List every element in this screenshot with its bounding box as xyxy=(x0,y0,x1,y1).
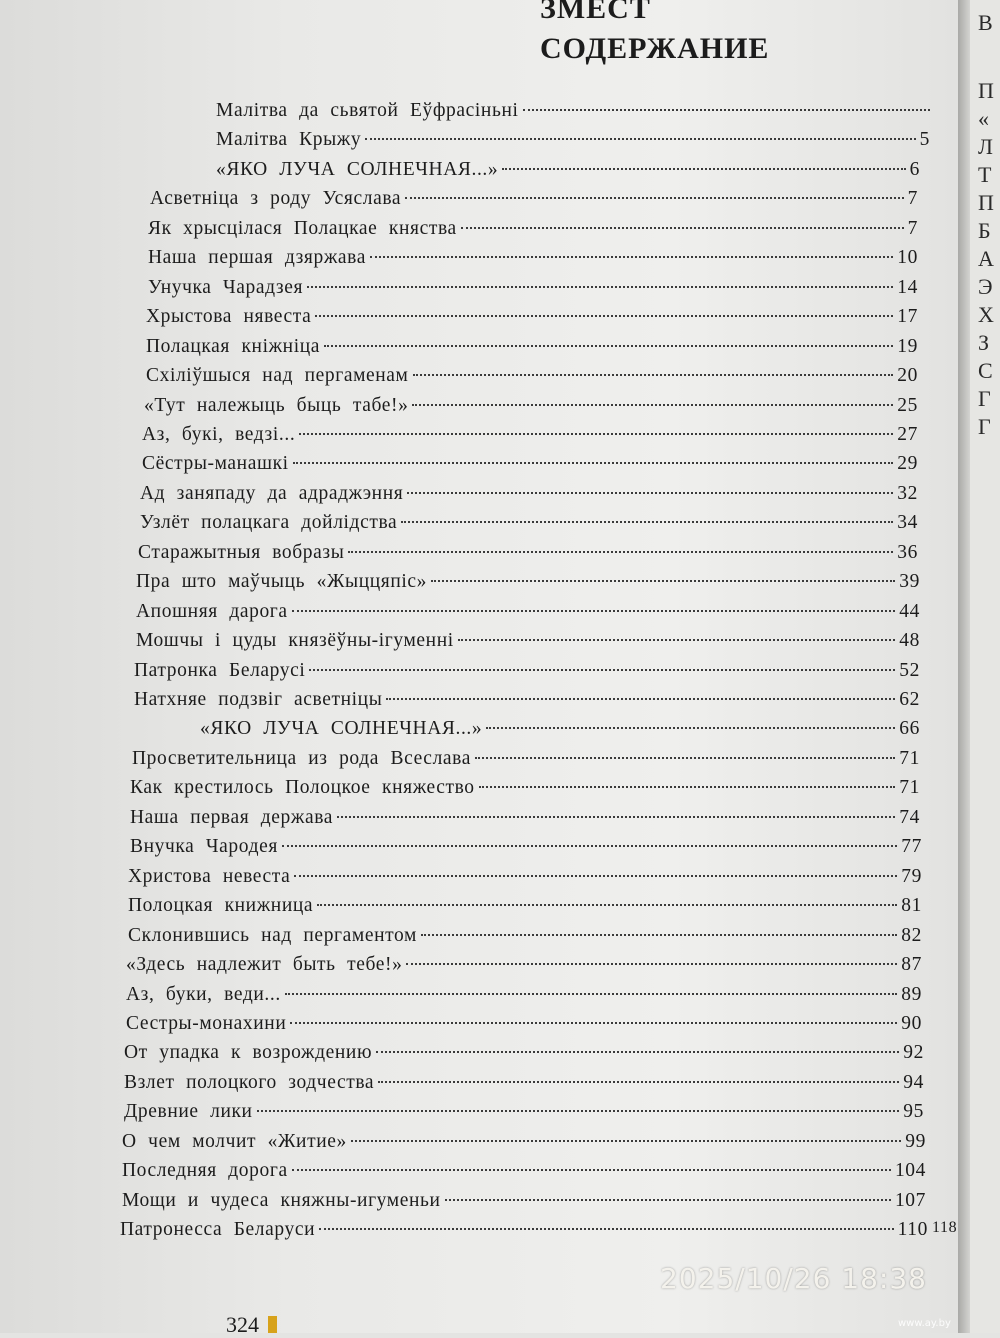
toc-entry-page-number: 71 xyxy=(899,777,920,799)
dot-leader xyxy=(479,786,896,788)
toc-entry-title: Узлёт полацкага дойлідства xyxy=(140,512,398,534)
toc-entry-title: Малітва да сьвятой Еўфрасіньні xyxy=(216,100,519,121)
toc-entry-page-number: 7 xyxy=(907,217,918,239)
dot-leader xyxy=(405,197,904,199)
toc-entry-page-number: 107 xyxy=(894,1189,926,1211)
dot-leader xyxy=(315,315,893,317)
toc-entry-title: Наша первая держава xyxy=(130,806,334,828)
dot-leader xyxy=(319,1228,894,1230)
toc-entry xyxy=(216,159,920,187)
toc-entry-page-number: 14 xyxy=(897,276,918,298)
dot-leader xyxy=(299,433,893,435)
toc-entry-page-number: 110 xyxy=(897,1219,928,1241)
dot-leader xyxy=(412,404,893,406)
adjacent-page-letter: З xyxy=(978,330,990,355)
adjacent-page-letter: Г xyxy=(978,414,991,439)
toc-entry-page-number: 79 xyxy=(901,865,922,887)
toc-entry-page-number: 99 xyxy=(905,1130,926,1152)
toc-entry-title: Пра што маўчыць «Жыццяпіс» xyxy=(136,571,428,593)
toc-entry-title: «Тут належыць быць табе!» xyxy=(144,394,409,416)
toc-entry-page-number: 20 xyxy=(897,365,918,387)
dot-leader xyxy=(337,816,895,818)
toc-entry-title: Натхняе подзвіг асветніцы xyxy=(134,689,383,710)
dot-leader xyxy=(475,757,895,759)
toc-entry-page-number: 82 xyxy=(901,924,922,946)
dot-leader xyxy=(365,138,915,140)
toc-entry-page-number: 71 xyxy=(899,747,920,769)
toc-entry-title: Просветительница из рода Всеслава xyxy=(132,747,471,769)
toc-entry-title: Аз, буки, веди... xyxy=(126,983,281,1005)
dot-leader xyxy=(406,963,897,965)
toc-entry xyxy=(126,954,922,982)
dot-leader xyxy=(309,669,895,671)
toc-entry-page-number: 27 xyxy=(897,423,918,445)
toc-entry xyxy=(146,365,918,393)
adjacent-page-letter: В xyxy=(978,10,993,35)
toc-entry-page-number: 52 xyxy=(899,659,920,681)
toc-entry-title: Полоцкая книжница xyxy=(128,895,314,917)
toc-entry xyxy=(122,1190,926,1218)
toc-entry-title: Наша першая дзяржава xyxy=(148,247,366,269)
toc-entry xyxy=(148,277,918,305)
toc-entry-title: «Здесь надлежит быть тебе!» xyxy=(126,954,403,976)
dot-leader xyxy=(461,227,904,229)
toc-entry-title: Последняя дорога xyxy=(122,1160,288,1182)
dot-leader xyxy=(292,610,896,612)
toc-entry xyxy=(128,895,922,923)
dot-leader xyxy=(317,904,897,906)
toc-trailing-page-number: 118 xyxy=(932,1219,958,1237)
dot-leader xyxy=(413,374,894,376)
toc-entry-page-number: 36 xyxy=(897,541,918,563)
toc-entry xyxy=(126,984,922,1012)
toc-entry-title: Малітва Крыжу xyxy=(216,129,362,151)
adjacent-page-letter: С xyxy=(978,358,993,383)
adjacent-page-edge xyxy=(970,0,1000,1333)
dot-leader xyxy=(421,934,897,936)
toc-entry xyxy=(140,483,918,511)
toc-entry-title: Древние лики xyxy=(124,1101,253,1123)
adjacent-page-letter: Л xyxy=(978,134,993,159)
dot-leader xyxy=(370,256,893,258)
adjacent-page-letter: Г xyxy=(978,386,991,411)
toc-entry-title: Мощи и чудеса княжны-игуменьи xyxy=(122,1189,441,1211)
dot-leader xyxy=(293,462,894,464)
toc-entry-title: Патронесса Беларуси xyxy=(120,1219,316,1241)
toc-entry-page-number: 44 xyxy=(899,600,920,622)
toc-entry-page-number: 81 xyxy=(901,895,922,917)
toc-entry-title: Схіліўшыся над пергаменам xyxy=(146,365,409,387)
toc-entry xyxy=(148,218,918,246)
dot-leader xyxy=(407,492,893,494)
toc-entry-page-number: 92 xyxy=(903,1042,924,1064)
adjacent-page-letter: Т xyxy=(978,162,992,187)
toc-entry xyxy=(134,660,920,688)
toc-entry xyxy=(120,1219,928,1247)
toc-entry-title: Асветніца з роду Усяслава xyxy=(150,188,402,210)
toc-entry xyxy=(138,542,918,570)
dot-leader xyxy=(376,1051,899,1053)
toc-entry xyxy=(146,336,918,364)
toc-entry-title: От упадка к возрождению xyxy=(124,1042,373,1064)
toc-entry-page-number: 89 xyxy=(901,983,922,1005)
toc-entry-page-number: 74 xyxy=(899,806,920,828)
toc-entry-page-number: 48 xyxy=(899,630,920,652)
toc-entry-title: О чем молчит «Житие» xyxy=(122,1130,347,1152)
toc-entry-title: Аз, букі, ведзі... xyxy=(142,423,296,445)
adjacent-page-letter: А xyxy=(978,246,994,271)
toc-entry xyxy=(124,1042,924,1070)
toc-entry-page-number: 104 xyxy=(894,1160,926,1182)
toc-entry-title: Ад заняпаду да адраджэння xyxy=(140,482,404,504)
toc-entry xyxy=(130,807,920,835)
toc-entry-title: Полацкая кніжніца xyxy=(146,335,321,357)
toc-entry-page-number: 87 xyxy=(901,954,922,976)
book-gutter xyxy=(958,0,970,1333)
toc-entry xyxy=(136,571,920,599)
toc-entry-page-number: 94 xyxy=(903,1071,924,1093)
toc-entry-page-number: 62 xyxy=(899,689,920,710)
toc-entry xyxy=(142,453,918,481)
toc-entry-title: Сестры-монахини xyxy=(126,1012,287,1034)
dot-leader xyxy=(282,845,897,847)
toc-entry-title: Взлет полоцкого зодчества xyxy=(124,1071,375,1093)
toc-entry xyxy=(130,836,922,864)
toc-entry xyxy=(122,1131,926,1159)
toc-entry xyxy=(124,1101,924,1129)
toc-entry-title: Апошняя дарога xyxy=(136,600,288,622)
toc-entry-title: Склонившись над пергаментом xyxy=(128,924,417,946)
dot-leader xyxy=(307,286,893,288)
toc-entry-title: Старажытныя вобразы xyxy=(138,541,345,563)
toc-entry-page-number: 32 xyxy=(897,482,918,504)
toc-entry-page-number: 17 xyxy=(897,306,918,328)
dot-leader xyxy=(348,551,893,553)
dot-leader xyxy=(290,1022,897,1024)
toc-entry xyxy=(132,748,920,776)
toc-entry-title: «ЯКО ЛУЧА СОЛНЕЧНАЯ...» xyxy=(200,718,483,740)
toc-entry-title: Внучка Чародея xyxy=(130,836,278,858)
toc-entry-page-number: 25 xyxy=(897,394,918,416)
toc-entry-page-number: 29 xyxy=(897,453,918,475)
toc-entry xyxy=(124,1072,924,1100)
toc-entry xyxy=(136,630,920,658)
toc-entry-page-number: 10 xyxy=(897,247,918,269)
toc-entry-page-number: 19 xyxy=(897,335,918,357)
toc-entry xyxy=(216,129,930,157)
dot-leader xyxy=(257,1110,900,1112)
toc-entry-page-number: 90 xyxy=(901,1012,922,1034)
toc-entry-title: Как крестилось Полоцкое княжество xyxy=(130,777,475,799)
toc-entry xyxy=(134,689,920,717)
toc-entry-title: Патронка Беларусі xyxy=(134,659,306,681)
contents-title-belarusian: ЗМЕСТ xyxy=(540,0,651,25)
dot-leader xyxy=(285,993,898,995)
dot-leader xyxy=(294,875,897,877)
toc-entry xyxy=(122,1160,926,1188)
site-watermark: www.ay.by xyxy=(898,1318,951,1329)
toc-entry-title: Мошчы і цуды князёўны-ігуменні xyxy=(136,630,454,652)
dot-leader xyxy=(523,109,930,111)
toc-entry xyxy=(200,718,920,746)
dot-leader xyxy=(502,168,905,170)
dot-leader xyxy=(431,580,895,582)
adjacent-page-letter: П xyxy=(978,78,994,103)
toc-entry xyxy=(216,100,944,128)
toc-entry xyxy=(146,306,918,334)
toc-entry-page-number: 77 xyxy=(901,836,922,858)
photo-timestamp: 2025/10/26 18:38 xyxy=(660,1262,927,1295)
dot-leader xyxy=(292,1169,891,1171)
dot-leader xyxy=(445,1199,891,1201)
toc-entry xyxy=(150,188,918,216)
adjacent-page-letter: Б xyxy=(978,218,991,243)
page-folio-number: 324 xyxy=(226,1312,259,1337)
adjacent-page-letter: Х xyxy=(978,302,994,327)
dot-leader xyxy=(386,698,895,700)
toc-entry xyxy=(140,512,918,540)
toc-entry-title: Як хрысцілася Полацкае княства xyxy=(148,217,457,239)
toc-entry xyxy=(144,395,918,423)
toc-entry-title: Христова невеста xyxy=(128,865,291,887)
toc-entry-page-number: 34 xyxy=(897,512,918,534)
toc-entry-page-number: 7 xyxy=(907,188,918,210)
dot-leader xyxy=(351,1140,901,1142)
adjacent-page-letter: Э xyxy=(978,274,993,299)
toc-entry xyxy=(142,424,918,452)
toc-entry-page-number: 6 xyxy=(909,158,920,180)
toc-entry-page-number: 95 xyxy=(903,1101,924,1123)
toc-entry-title: «ЯКО ЛУЧА СОЛНЕЧНАЯ...» xyxy=(216,158,499,180)
dot-leader xyxy=(324,345,893,347)
toc-entry-page-number: 5 xyxy=(919,129,930,151)
dot-leader xyxy=(458,639,896,641)
adjacent-page-letter: « xyxy=(978,106,989,131)
toc-entry xyxy=(128,866,922,894)
dot-leader xyxy=(401,521,893,523)
toc-entry-title: Сёстры-манашкі xyxy=(142,453,289,475)
contents-title-russian: СОДЕРЖАНИЕ xyxy=(540,32,770,65)
toc-entry xyxy=(136,601,920,629)
toc-entry-title: Хрыстова нявеста xyxy=(146,306,312,328)
adjacent-page-letter: П xyxy=(978,190,994,215)
toc-entry xyxy=(126,1013,922,1041)
toc-entry xyxy=(128,925,922,953)
dot-leader xyxy=(378,1081,899,1083)
dot-leader xyxy=(486,727,895,729)
toc-entry-page-number: 39 xyxy=(899,571,920,593)
toc-entry-title: Унучка Чарадзея xyxy=(148,276,304,298)
toc-entry xyxy=(148,247,918,275)
folio-color-marker xyxy=(268,1316,277,1333)
toc-entry-page-number: 66 xyxy=(899,718,920,740)
toc-entry xyxy=(130,777,920,805)
